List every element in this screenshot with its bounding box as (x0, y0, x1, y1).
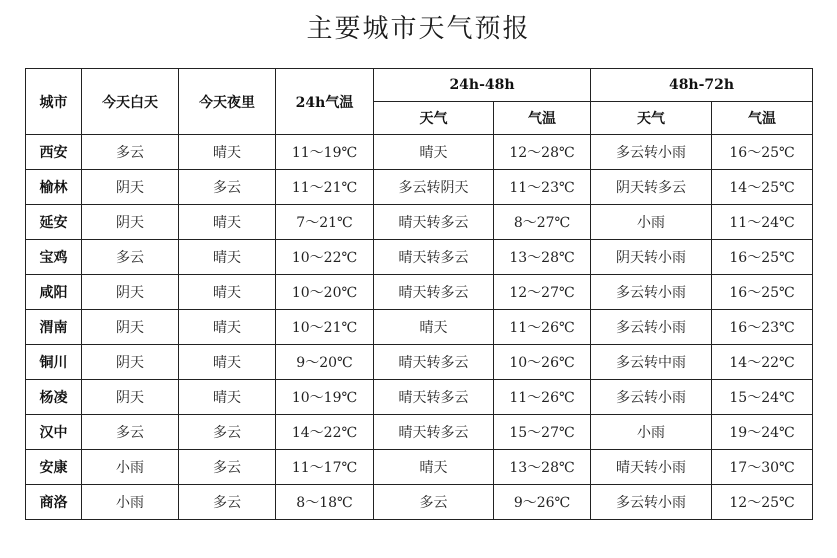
header-tonight: 今天夜里 (179, 69, 276, 135)
weather-24-48h-cell: 晴天 (374, 310, 494, 345)
city-cell: 宝鸡 (26, 240, 82, 275)
temp-48-72h-cell: 19～24℃ (712, 415, 813, 450)
today-day-weather-cell: 小雨 (82, 485, 179, 520)
page-title: 主要城市天气预报 (306, 14, 531, 44)
temp-24-48h-cell: 10～26℃ (494, 345, 591, 380)
temp-48-72h-cell: 16～23℃ (712, 310, 813, 345)
weather-48-72h-cell: 晴天转小雨 (591, 450, 712, 485)
table-row (26, 310, 813, 345)
tonight-weather-cell: 多云 (179, 415, 276, 450)
city-cell: 延安 (26, 205, 82, 240)
weather-48-72h-cell: 小雨 (591, 205, 712, 240)
weather-48-72h-cell: 多云转小雨 (591, 380, 712, 415)
temp-24h-cell: 14～22℃ (276, 415, 374, 450)
temp-24h-cell: 10～19℃ (276, 380, 374, 415)
city-cell: 铜川 (26, 345, 82, 380)
temp-24-48h-cell: 9～26℃ (494, 485, 591, 520)
temp-24h-cell: 11～21℃ (276, 170, 374, 205)
today-day-weather-cell: 阴天 (82, 275, 179, 310)
temp-24h-cell: 11～19℃ (276, 135, 374, 170)
today-day-weather-cell: 多云 (82, 135, 179, 170)
city-cell: 榆林 (26, 170, 82, 205)
weather-48-72h-cell: 小雨 (591, 415, 712, 450)
weather-48-72h-cell: 阴天转小雨 (591, 240, 712, 275)
city-cell: 商洛 (26, 485, 82, 520)
temp-48-72h-cell: 16～25℃ (712, 135, 813, 170)
city-cell: 杨凌 (26, 380, 82, 415)
temp-24-48h-cell: 11～26℃ (494, 310, 591, 345)
header-weather-48-72h: 天气 (591, 102, 712, 135)
table-row (26, 415, 813, 450)
weather-24-48h-cell: 晴天转多云 (374, 345, 494, 380)
temp-48-72h-cell: 11～24℃ (712, 205, 813, 240)
temp-48-72h-cell: 16～25℃ (712, 240, 813, 275)
tonight-weather-cell: 多云 (179, 170, 276, 205)
today-day-weather-cell: 阴天 (82, 170, 179, 205)
today-day-weather-cell: 阴天 (82, 310, 179, 345)
temp-24-48h-cell: 13～28℃ (494, 240, 591, 275)
temp-48-72h-cell: 16～25℃ (712, 275, 813, 310)
temp-24h-cell: 10～21℃ (276, 310, 374, 345)
temp-24h-cell: 7～21℃ (276, 205, 374, 240)
temp-48-72h-cell: 17～30℃ (712, 450, 813, 485)
temp-24h-cell: 10～20℃ (276, 275, 374, 310)
temp-24h-cell: 10～22℃ (276, 240, 374, 275)
header-weather-24-48h: 天气 (374, 102, 494, 135)
table-row (26, 380, 813, 415)
header-group-48-72h: 48h-72h (591, 69, 813, 102)
today-day-weather-cell: 多云 (82, 240, 179, 275)
tonight-weather-cell: 晴天 (179, 275, 276, 310)
today-day-weather-cell: 多云 (82, 415, 179, 450)
table-row (26, 485, 813, 520)
table-row (26, 135, 813, 170)
tonight-weather-cell: 晴天 (179, 205, 276, 240)
header-today-day: 今天白天 (82, 69, 179, 135)
today-day-weather-cell: 小雨 (82, 450, 179, 485)
tonight-weather-cell: 多云 (179, 450, 276, 485)
city-cell: 安康 (26, 450, 82, 485)
temp-24-48h-cell: 12～28℃ (494, 135, 591, 170)
tonight-weather-cell: 晴天 (179, 345, 276, 380)
weather-24-48h-cell: 晴天转多云 (374, 205, 494, 240)
temp-24h-cell: 9～20℃ (276, 345, 374, 380)
table-body (26, 135, 813, 520)
temp-48-72h-cell: 15～24℃ (712, 380, 813, 415)
temp-24-48h-cell: 15～27℃ (494, 415, 591, 450)
weather-48-72h-cell: 多云转中雨 (591, 345, 712, 380)
table-row (26, 240, 813, 275)
header-temp-48-72h: 气温 (712, 102, 813, 135)
temp-48-72h-cell: 14～25℃ (712, 170, 813, 205)
city-cell: 汉中 (26, 415, 82, 450)
temp-24-48h-cell: 11～23℃ (494, 170, 591, 205)
table-row (26, 345, 813, 380)
tonight-weather-cell: 晴天 (179, 310, 276, 345)
temp-24-48h-cell: 11～26℃ (494, 380, 591, 415)
weather-24-48h-cell: 晴天 (374, 135, 494, 170)
table-row (26, 205, 813, 240)
header-group-24-48h: 24h-48h (374, 69, 591, 102)
tonight-weather-cell: 晴天 (179, 135, 276, 170)
weather-48-72h-cell: 多云转小雨 (591, 275, 712, 310)
table-row (26, 170, 813, 205)
weather-48-72h-cell: 多云转小雨 (591, 310, 712, 345)
header-temp-24h: 24h气温 (276, 69, 374, 135)
weather-24-48h-cell: 晴天转多云 (374, 380, 494, 415)
temp-24h-cell: 11～17℃ (276, 450, 374, 485)
forecast-table (25, 68, 813, 520)
tonight-weather-cell: 多云 (179, 485, 276, 520)
temp-24-48h-cell: 12～27℃ (494, 275, 591, 310)
weather-24-48h-cell: 多云 (374, 485, 494, 520)
weather-24-48h-cell: 晴天转多云 (374, 415, 494, 450)
weather-24-48h-cell: 晴天 (374, 450, 494, 485)
table-row (26, 450, 813, 485)
today-day-weather-cell: 阴天 (82, 345, 179, 380)
header-temp-24-48h: 气温 (494, 102, 591, 135)
tonight-weather-cell: 晴天 (179, 380, 276, 415)
city-cell: 渭南 (26, 310, 82, 345)
temp-48-72h-cell: 12～25℃ (712, 485, 813, 520)
temp-24-48h-cell: 13～28℃ (494, 450, 591, 485)
temp-24h-cell: 8～18℃ (276, 485, 374, 520)
tonight-weather-cell: 晴天 (179, 240, 276, 275)
table-row (26, 275, 813, 310)
temp-48-72h-cell: 14～22℃ (712, 345, 813, 380)
city-cell: 咸阳 (26, 275, 82, 310)
city-cell: 西安 (26, 135, 82, 170)
temp-24-48h-cell: 8～27℃ (494, 205, 591, 240)
header-row-1 (26, 69, 813, 102)
weather-48-72h-cell: 阴天转多云 (591, 170, 712, 205)
weather-24-48h-cell: 晴天转多云 (374, 275, 494, 310)
weather-24-48h-cell: 多云转阴天 (374, 170, 494, 205)
header-city: 城市 (26, 69, 82, 135)
weather-24-48h-cell: 晴天转多云 (374, 240, 494, 275)
weather-48-72h-cell: 多云转小雨 (591, 485, 712, 520)
today-day-weather-cell: 阴天 (82, 380, 179, 415)
weather-48-72h-cell: 多云转小雨 (591, 135, 712, 170)
today-day-weather-cell: 阴天 (82, 205, 179, 240)
